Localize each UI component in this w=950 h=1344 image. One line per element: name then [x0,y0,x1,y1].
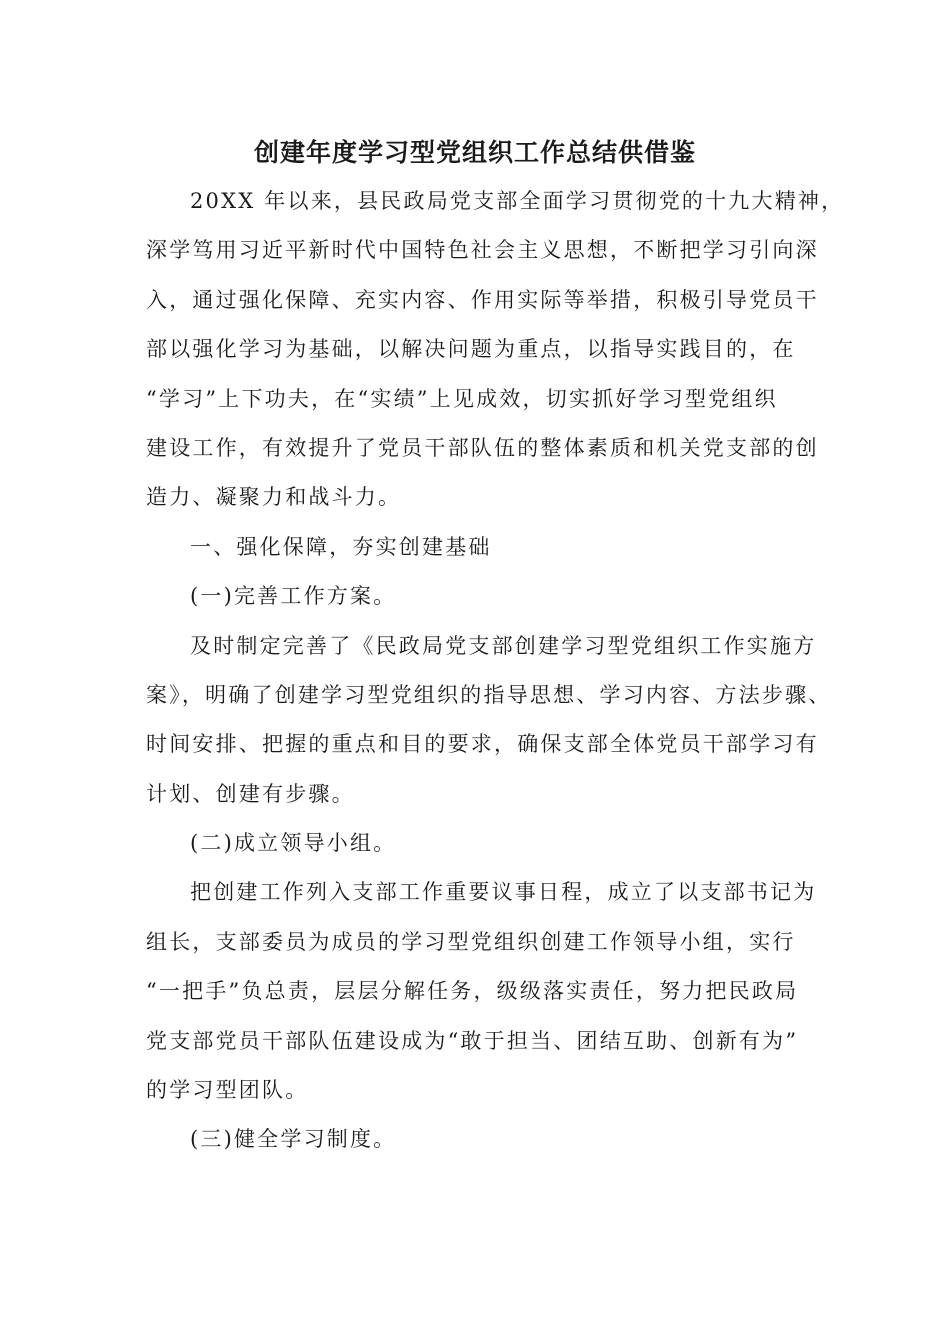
paragraph-line: “学习”上下功夫，在“实绩”上见成效，切实抓好学习型党组织 [146,386,778,411]
paragraph-line: “一把手”负总责，层层分解任务，级级落实责任，努力把民政局 [146,979,799,1004]
paragraph-line: 的学习型团队。 [146,1078,309,1103]
paragraph-line: 造力、凝聚力和战斗力。 [146,485,402,510]
paragraph-line: 组长，支部委员为成员的学习型党组织创建工作领导小组，实行 [146,929,796,954]
paragraph-line: 20XX 年以来，县民政局党支部全面学习贯彻党的十九大精神， [190,189,845,213]
paragraph-line: 入，通过强化保障、充实内容、作用实际等举措，积极引导党员干 [146,287,819,312]
paragraph-line: 部以强化学习为基础，以解决问题为重点，以指导实践目的，在 [146,337,796,362]
document-body [146,183,845,1171]
document-title: 创建年度学习型党组织工作总结供借鉴 [253,138,696,167]
subsection-heading: (一)完善工作方案。 [190,584,397,609]
paragraph-line: 案》，明确了创建学习型党组织的指导思想、学习内容、方法步骤、 [146,682,832,707]
subsection-heading: (二)成立领导小组。 [190,831,397,856]
paragraph-line: 党支部党员干部队伍建设成为“敢于担当、团结互助、创新有为” [146,1028,799,1053]
paragraph-line: 时间安排、把握的重点和目的要求，确保支部全体党员干部学习有 [146,732,819,757]
paragraph-line: 把创建工作列入支部工作重要议事日程，成立了以支部书记为 [190,880,817,905]
paragraph-line: 深学笃用习近平新时代中国特色社会主义思想，不断把学习引向深 [146,238,819,263]
paragraph-line: 计划、创建有步骤。 [146,781,355,806]
section-heading: 一、强化保障，夯实创建基础 [190,534,492,559]
subsection-heading: (三)健全学习制度。 [190,1127,397,1152]
paragraph-line: 及时制定完善了《民政局党支部创建学习型党组织工作实施方 [190,633,817,658]
paragraph-line: 建设工作，有效提升了党员干部队伍的整体素质和机关党支部的创 [146,435,819,460]
